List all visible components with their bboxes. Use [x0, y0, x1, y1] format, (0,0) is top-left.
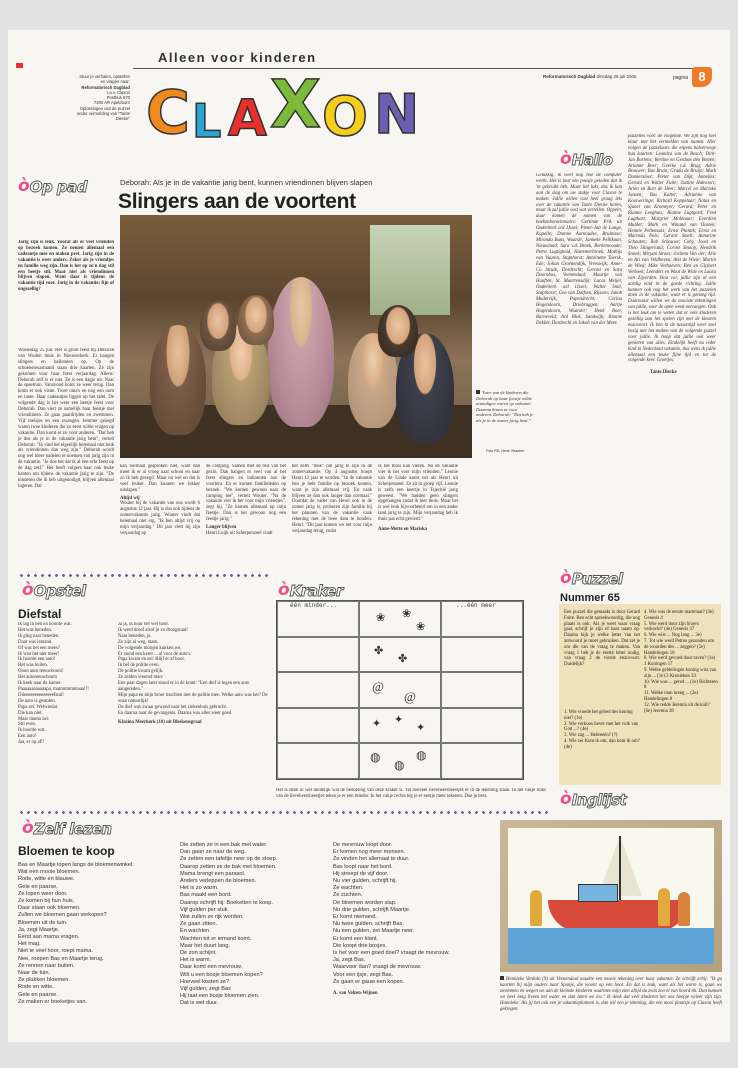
drawing-person — [678, 892, 690, 926]
grid-cell — [441, 743, 523, 779]
svg-text:C: C — [146, 78, 191, 145]
opstel-col2: Ja ja, ik hoor het wel hoor. Ik werd droef alsof je zo droogstaat! Naar beneden, ja Ze zijn al weg, mam. De volgende morgen kokken we. Er stond een kerel ... al voor de auto's. Papa kwam en zei: Blijf er af hoor. Ik bel de politie even. De politie kwam gelijk. Ze zeiden vreemd man: Een paar dagen later stond er in de krant: "Een dief is tegen een auto aangereden." Mijn papa en mijn broer mochten met de politie mee. Welke auto was het? De onze natuurlijk! De dief was zwaar gewond naar het ziekenhuis gebracht. En daarna naar de gevangenis. Daarna was alles weer goed. Klazina Meerkerk (10) uit Bleskensgraaf — [118, 622, 268, 725]
photo-child — [238, 295, 274, 345]
caption-bullet — [500, 976, 504, 980]
drawing-person — [658, 888, 670, 926]
section-zelf-lezen: ò Zelf lezen — [22, 818, 112, 838]
drawing-cabin — [578, 884, 618, 902]
claxon-logo — [144, 65, 444, 145]
page-number-badge — [692, 67, 712, 87]
grid-cell — [359, 601, 441, 637]
childs-drawing — [508, 828, 714, 964]
page-label: pagina — [673, 75, 689, 81]
article-body-col1: Woensdag 25 juli. Het is groot feest bij Deborah van Wuden thuis in Nieuwerkerk. Er hangen slingers en ballonnen op. Op de schoenenwasmand staan drie kaarten. Ze zijn gekomen voor haar feest verjaardag. Allens: Deborah zelf is er niet. Ze is een dagje uit. Naar de speeltuin. Vanavond komt ze weer terug. Dan komt er ook visite. Twee oma's en nog een oom en tante. Haar cadeautjes liggen op het tafel. De volgende dag is het weer een beetje feest voor Deborah. Dan viert ze namelijk haar feestje met vriendinnen. Ze gaan paardrijden en zwemmen. Vijf meisjes en een zwangen. Iemmer gezegd waren twee kinderen die zo eerst wilde vragen op vakantie. Dan komt er zo voor anderen. "Dat heb je dus als je in de vakantie jarig bent", vertelt Deborah. "Ik vind het eigenlijk helemaal niet leuk als vriendinnen dan weg zijn." Deborah wordt nog wel meer nadelen te noemen van jarig zijn in de vakantie. "Je doe het dat ik al een echt feest op de dag zelf." Het heeft volgers haar ook leuke kanten om tijdens de vakantie jarig te zijn. "De kinderen die ik heb uitgenodigd, blijven allemaal logeren. Dat — [18, 348, 114, 489]
address-block: Stuur je verhalen, opstellen en vragen naar: Reformatorisch Dagblad t.a.v. Claxon Postbus 670 7300 AR Apeldoorn Oplossingen van de puzzel onder vermelding van "Tante Diecke" — [76, 74, 130, 122]
bird-icon: ✦ — [394, 713, 404, 726]
section-marker-icon: ò — [560, 149, 572, 169]
bug-icon: ✤ — [374, 644, 384, 657]
divider-dots — [18, 573, 268, 578]
svg-text:A: A — [228, 89, 267, 145]
ladybug-icon: ❀ — [376, 612, 386, 624]
svg-text:N: N — [374, 83, 420, 145]
article-headline: Slingers aan de voortent — [118, 190, 356, 213]
article-subhead: Deborah: Als je in de vakantie jarig bent, kunnen vriendinnen blijven slapen — [120, 178, 373, 187]
masthead-meta: Reformatorisch Dagblad dinsdag 26 juli 2005 — [543, 74, 637, 79]
section-marker-icon: ò — [560, 568, 572, 588]
drawing-water — [508, 928, 714, 964]
grid-cell — [441, 708, 523, 744]
section-marker-icon: ò — [22, 580, 34, 600]
drawing-mast — [619, 836, 621, 906]
ladybug-icon: ❀ — [402, 608, 412, 620]
grid-cell — [277, 743, 359, 779]
ball-icon: ◍ — [416, 748, 427, 763]
article-body-col5: ik het thuis kan vieren. Na de vakantie vier ik het voor mijn vrienden." Leonie van de Linde komt net als Henri uit Scherpenzeel. Ze zit in groep vijf. Leonie is zelfs een keertje in Tsjechië jarig geweest. "We hadden geen slingers opgehangen zodat ik hier thuis. Maar het is wel leuk bijvoorbeeld om in een ander land jarig te zijn. Mijn verjaardag heb ik thuis pas echt gevierd." Anne-Mette en Mariska — [378, 464, 458, 533]
ball-icon: ◍ — [370, 750, 381, 765]
opstel-title: Diefstal — [18, 607, 62, 621]
ladybug-icon: ❀ — [416, 621, 426, 633]
section-op-pad: ò Op pad — [18, 176, 87, 196]
photo-child — [268, 277, 334, 427]
section-marker-icon: ò — [560, 789, 572, 809]
inglijst-caption: Hennieke Verduin (9) uit Veenendaal maakte een mooie tekening over haar vakantie. Ze schrijft erbij: "Ik ga kaarten bij mijn ouders naar Spanje, die woont op een boot. En dat is leuk, want als het warm is, gaan we zwemmen en wegen we aan de kleinste kinderen waarmee mijn zien altijd du zwin zoo el van hoord tik. Dan kunnen we heel lang liveen het water en dan laten we los." Ik denk dat veel kinderen het ons hoepje valeer zijn zijn. Hannieke: Als jij het ook een je vakantieplannen is, dan wil een je tekening, die een mooi plaatsje op Claxon heeft gekregen. — [500, 977, 722, 1012]
hallo-col1: Gelukkig, ik weet nog hoe de computer werkt. Het is best een poosje geleden dat ik 'm gebruikt heb. Maar het lukt, dus ik kan aan de slag om uw stukje voor Claxon te maken. Jullie willen vast heel graag iets over de vakantie van Tante Diecke horen, maar ik zal jullie vast wat vertellen. Oppeln, daar komen de namen van de boekenbonwinnaars: Gerlinde Prik uit Ouderkerk a/d IJssel; Pieter-Jan de Lange, Kapelle; Dianne Aarnoudse, Bruinisse; Miranda Buns, Waarde; Janneke Pellikaan, Nieuwland; Sara v.d. Broek, Berkenwoude; Petra Lugtigheid, Hattemerbroek; Mathijs van Vuuren, Stapthorst; Antoinette Toersk, Ede; Johan Groenendijk, Vreeswijk; Anne-Co Struik, Dordrecht; Gerard en Sara Doornbos, Veenendaal; Maartje van Haaften, St. Maartensdijk; Lucas Meijer, Ouderkerk a/d IJssel; Walter Smit, Stapthorst; Gea van Dalfsen, Rijssen; Jakob Mudervijk, Papendrecht; Corina Hogendoorn, Driebruggen; Aartje Hogendoorn, Waarder; Henk Boer, Barneveld; Ard Blok, Sandwijk; Rianne Dekker, Dordrecht en Jakob van der Meer. — [536, 173, 622, 326]
zelf-lezen-col2: Die zetten ze in een bak met water. Dan gaan ze naar de weg. Ze zetten een tafeltje neer op de stoep. Daarop zetten ze de bak met bloemen. Mama brengt een parasol. Anders verleppen de bloemen. Het is zo warm. Bas maakt een bord. Daarop schrijft hij: Boeketten te koop. Vijf gulden per stuk. Wat zullen ze rijk worden. Ze gaan zitten. En wachten. Wachten tot er iemand komt. Maar het duurt lang. De zon schijnt. Het is warm. Daar komt een mevrouw. Wilt u een bosje bloemen kopen? Hoeveel kosten ze? Vijf gulden, zegt Bas Hij laat een bosje bloemen zien. Dat is wel duur. — [180, 842, 278, 1007]
opstel-col1: Ik lag in bed en hoorde wat. Het was beneden. Ik ging naar beneden. Daar was iemand. Of was het een mees? Ik wist het niet meer! Ik hoorde een auto! Het was buiten. Oooo auto reeuwboom! Het autoreeuwboom Ik keek naar de kamer. Paaaaaaaaaaaapa, mammmmmaaa!!! Diieeeeeeeeeeeeeefstal! De auto is gestolen. Papa zei: Welwiedat. Die kan niet. Maar mama zei: Stil even. Ik hoorde wat. Een auto! Jaa, er op af!! — [18, 622, 89, 746]
puzzel-box — [559, 604, 721, 785]
svg-text:L: L — [192, 94, 222, 145]
bird-icon: ✦ — [372, 717, 382, 730]
newspaper-page — [8, 30, 730, 1042]
snail-icon: @ — [372, 679, 384, 695]
bird-icon: ✦ — [416, 721, 426, 734]
grid-cell — [359, 708, 441, 744]
puzzel-questions-left: 1. Wie vroede het gebed des koning niet? (1e) 2. Wie verkoos liever met het volk van God ...? (4e) 3. Wie zag ... Hebreeën? (?) 4. Wie zei Kom ik om, dan kom ik om? (4e) — [564, 710, 640, 750]
section-inglijst: ò Inglijst — [560, 789, 627, 809]
drawing-person — [530, 890, 542, 926]
section-kraker: ò Kraker — [278, 580, 343, 600]
kraker-right-label: ...één meer — [456, 602, 496, 609]
grid-cell — [359, 743, 441, 779]
grid-cell — [359, 672, 441, 708]
section-hallo: ò Hallo — [560, 149, 613, 169]
zelf-lezen-col1: Bas en Maartje lopen langs de bloemenwinkel. Wat een mooie bloemen. Rode, witte en blauwe. Gele en paarse. Ze lopen weer door. Ze komen bij hun huis. Daar staan ook bloemen. Zullen we bloemen gaan verkopen? Bloemen uit de tuin. Ja, zegt Maartje. Eerst aan mama vragen. Het mag. Niet te veel hoor, roept mama. Nee, roepen Bas en Maartje terug. Ze rennen naar buiten. Naar de tuin. Ze plukken bloemen. Rode en witte. Gele en paarse. Ze maken er boeketjes van. — [18, 862, 134, 1005]
svg-text:O: O — [322, 85, 368, 145]
kraker-grid — [276, 600, 524, 780]
grid-cell — [277, 708, 359, 744]
hallo-col2: puzzeltes voor de volgende. We zijn nog niet klaar met het vermelden van namen. Hier volgen de puzzelaars die ergens halverwege hun kaarten: Leandra van de Bosch; Dirk-Jan Bartens; Bertine en Gerdine den Besten; Arianne Boer; Geerke v.d. Brug; Adrie Brouwer; Bas Bruin; Grada de Bruijn; Mark Donkersloot; Pieter van Dijk; Annelies; Gerard en Walter Fuite; Justine Hakvoort; Arien en Bart de Heer; Marcel en Marieke Jansen; Bas Kalter; Adrianne van Kooiweringe; Richard Koppelaar; Natas en Sjanet van Kromeyer; Gerard; Peter en Rianne Leeghuis; Rianne Lugtgard; Fred Lugthart; Margriet Molenaar; Everdien Mulder; Mark en Winand van Oosten; Hennie Pellemans; Ernst Plantik; Ernst en Marinda Pols; Gerard Smelt; Annarine Schouten; Rob Schouwe; Coby, Joost en Theo Slingerland; Corine Smoop; Hendrik Snoek; Mirjam Stroes; Jochem Van der; Arie en Ari van Veldhoven; Alet de Wiele; Martin de Wied; Mike Verhoeven; Ben en Gijsbert Verhoek; Leendert en Wout de Witte en Laura van Zijverden. Hou vol, jullie zijn al een aardig eind in de goede richting. Jullie kunnen ook nog het werk van het puzzelen doen in de vakantie, want er is genoeg tijd. Daarnaast willen we de mooiste tekeningen van jullie, voor de open week ontvangen. Ook is het leuk om te weten dat er vele kinderen gezellig aan het spelen zijn met de kleuren enzovoort. Ik ben in de tussentijd weer snel bezig met het maken van de volgende puzzel voor jullie. Ik hoop dat jullie ook weer genieten van alles. Eindelijk heeft nu ieder kind in Nederland vakantie, dus wens ik jullie allemaal een leuke fijne tijd en tot de volgende keer. Groetjes, Tante Diecke — [628, 134, 716, 376]
svg-text:X: X — [270, 66, 321, 143]
photo-credit: Foto RD, Henk Visscher — [486, 449, 525, 453]
divider-dots — [18, 810, 548, 815]
grid-cell — [277, 672, 359, 708]
photo-child — [150, 325, 206, 435]
masthead-tagline: Alleen voor kinderen — [158, 50, 317, 65]
zelf-lezen-title: Bloemen te koop — [18, 844, 115, 858]
bug-icon: ✤ — [398, 652, 408, 665]
article-body-col2: kan normaal gesproken niet, want dan moet ik er al vroeg naar school en naar zo ik heb gezegd. Maar nu wel en dat is veel leuker. Dan kunnen we lekker uitslapen." Altijd wij Wouter bij de vakantie van ons wordt 6 augustus 12 jaar. Hij is dus ook tijdens de zomervakantie jarig. Wouter vindt dat helemaal niet erg. "Ik ben altijd vrij op mijn verjaardag." Dit jaar viert hij zijn verjaardag op — [120, 464, 200, 536]
article-intro: Jarig zijn is leuk. Vooral als er veel vrienden op bezoek komen. Ze nemen allemaal een cadeautje mee en maken pret. Jarig zijn in de vakantie is weer anders. Zeker als je vriendjes en familie weg zijn. Dan is het op zo'n dag stil een beetje stil. Maar niet als vriendinnen blijven slapen. Want daar is tijdens de vakantie tijd voor. Jarig in de vakantie; fijn of ongezellig? — [18, 240, 114, 293]
claxon-logo-art — [144, 65, 444, 145]
puzzel-intro: Een puzzel die gemaakt is door Gerard Fuite. Ben echt spreekwoordig, die nog plaats is ook. Als je weet waar vraag gaat, schrijf je zijn of haar naam op. Daarna kijk je welke letter van het antwoord je moet gebruiken. Dat zet je om die van de vraag te maken. Van vraag 1 heb je de eerste letter nodig, van vraag 2 de vierde enzovoort. Duidelijk? — [564, 610, 640, 668]
section-marker-icon: ò — [22, 818, 34, 838]
section-marker-icon: ò — [278, 580, 290, 600]
puzzel-title: Nummer 65 — [560, 592, 620, 604]
snail-icon: @ — [404, 689, 416, 705]
caption-bullet — [476, 390, 480, 394]
photo-caption: Twee van de kinderen die Deborah op haar feestje wilde uitnodigen waren op vakantie. Daarom kozen ze voor anderen. Deborah: "Dat heb je als je in de zomer jarig bent." — [476, 390, 534, 423]
photo-child — [200, 301, 236, 351]
section-marker-icon: ò — [18, 176, 30, 196]
kraker-caption: Het is denk ik wel duidelijk wat de bedoeling van deze kraker is. Tel hoeveel lieveheersbeestjes er in de tekening staan. In het vakje links van de lieveheersbeestjes teken je er een minder. In het vakje rechts teg je er eentje meer tekenen. Doe je best. — [276, 788, 546, 799]
ball-icon: ◍ — [394, 758, 405, 773]
grid-cell — [441, 637, 523, 673]
hallo-signature: Tante Diecke — [650, 370, 677, 376]
grid-cell — [277, 637, 359, 673]
article-photo — [120, 215, 472, 458]
zelf-lezen-author: A. van Velzen-Wijnen — [333, 991, 378, 997]
article-body-col4: het zelfs "leuk" om jarig te zijn in de zomervakantie. Op 4 augustus hoopt Henri 12 jaar te worden. "In de vakantie ben je hele familie op bezoek komen, want je zijn allemaal vrij. En vaak blijven ze dan ook langer dan normaal." Doordat de vader van Henri ook in de zomer jarig is, proberen zijn familie bij het plannen van de vakantie vaak rekening met de twee data te houden. Henri: "Dit jaar komen we net voor mijn verjaardag terug, zodat — [292, 464, 372, 534]
page-number: 8 — [698, 69, 706, 84]
puzzel-questions-right: 4. Wie was de eerste martelaar? (3e) Genesis 4 5. Wie werd door zijn broers verkocht? (4e) Genesis 37 6. Wie wist ... Nog lang ... 3e) 7. Tot wie werd Petrus gezonden om de woorden des ... zeggen? (5e) Handelingen 10 8. Wie werd gevoed door raven? (1e) 1 Koningen 17 9. Welke geldelingen koning wist van zijn ... (1e) 2 Kronieken 33 10. Wie was ... gered ... (1e) Richteren 8 11. Welke man kreeg ... (2e) Handelingen 8 12. Wie redde Jeremia uit de kuil? (6e) Jeremia 38 — [644, 610, 718, 714]
article-byline: Anne-Mette en Mariska — [378, 527, 428, 533]
grid-cell — [441, 672, 523, 708]
section-opstel: ò Opstel — [22, 580, 86, 600]
color-strip — [16, 63, 23, 68]
article-body-col3: de camping. Samen met de rest van het gezin. Dan hangen er veel van al het feest slingers en ballonnen aan de voortent. En er komen familieleden op bezoek. "We komen gewoon naar de camping toe", vertelt Wouter. "Na de vakantie vier ik het voor mijn vriendjes", zegt hij. "Ze komen allemaal op mijn feestje. Dan is het gewoon nog een feestje jarig." Langer blijven Henri Luijk uit Scherpenzeel vindt — [206, 464, 286, 536]
grid-cell — [359, 637, 441, 673]
photo-child — [378, 305, 418, 357]
zelf-lezen-col3: De mevrouw loopt door. Er komen nog meer mensen. Ze vinden het allemaal te duur. Bas loopt naar het bord. Hij streept de vijf door. Nu vier gulden, schrijft hij. Ze wachten. Ze zuchten. De bloemen worden slap. Nu drie gulden, schrijft Maartje. Er komt niemand. Nu twee gulden, schrijft Bas. Nu een gulden, zet Maartje neer. Er komt een klant. Die koopt drie bosjes. Is het voor een goed doel? vraagt de mevrouw. Ja, zegt Bas. Waarvoor dan? vraagt de mevrouw. Voor een ijsje, zegt Bas. Ze gaan er gauw een kopen. A. van Velzen-Wijnen — [333, 842, 493, 1027]
opstel-author: Klazina Meerkerk (10) uit Bleskensgraaf — [118, 719, 202, 725]
photo-window — [370, 225, 450, 315]
kraker-left-label: één minder... — [290, 602, 337, 609]
section-puzzel: ò Puzzel — [560, 568, 623, 588]
drawing-frame — [500, 820, 722, 972]
